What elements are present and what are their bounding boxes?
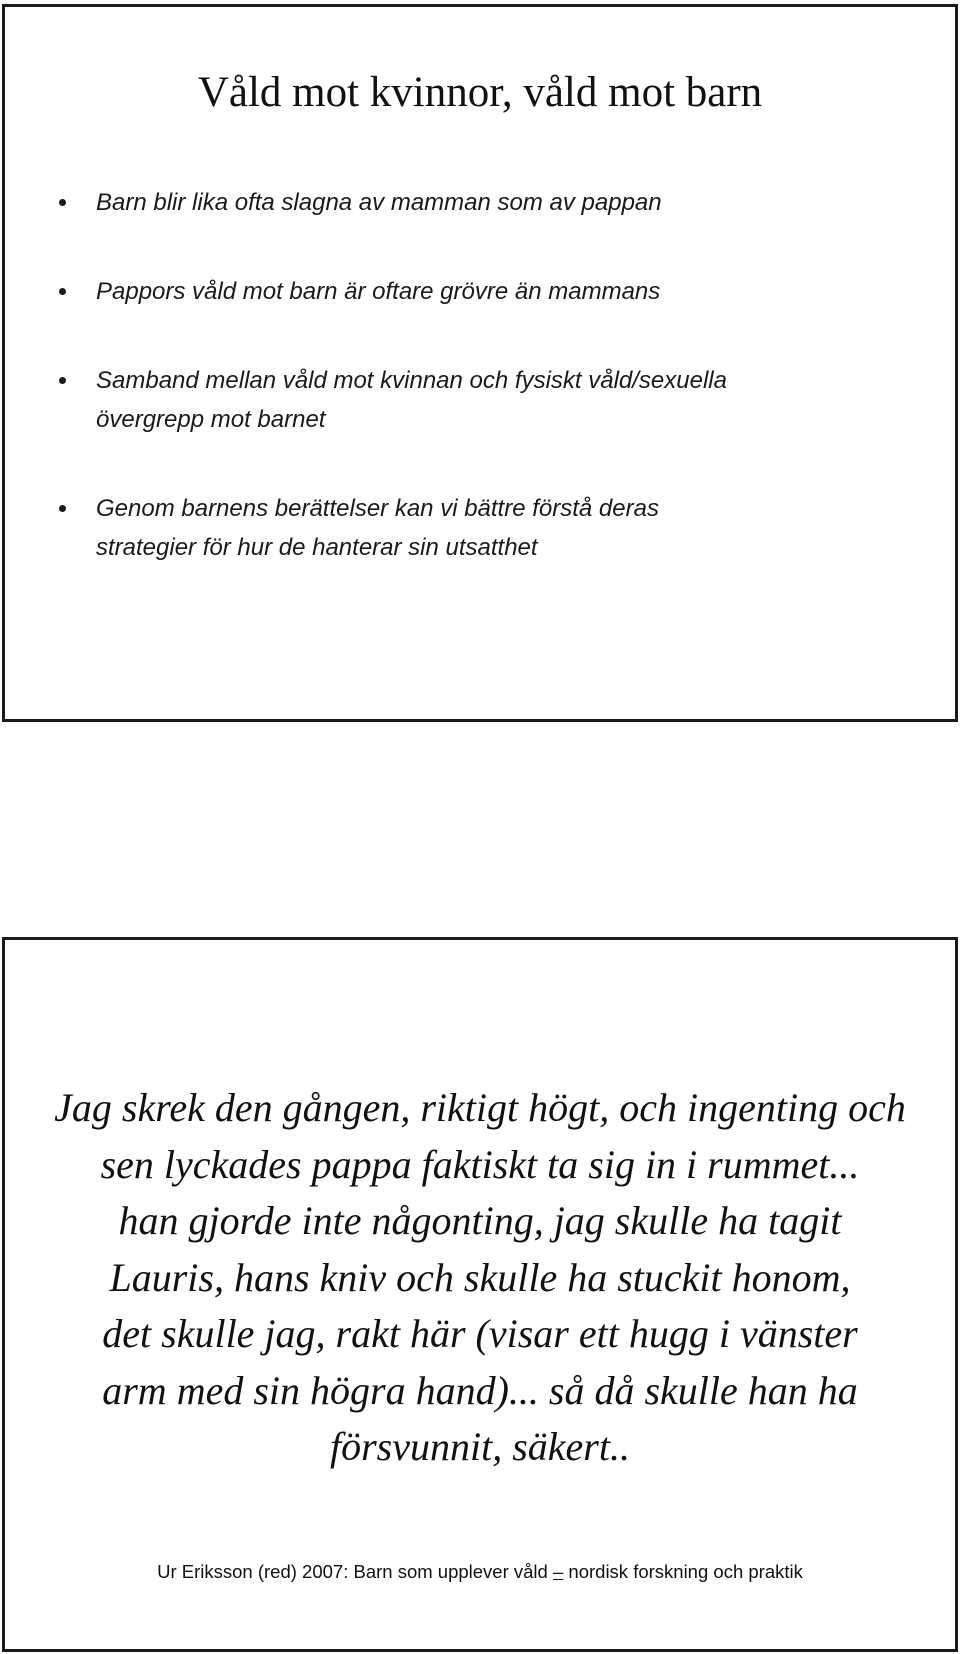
source-citation-text: Ur Eriksson (red) 2007: Barn som upplever våld (157, 1561, 553, 1582)
quote-line: försvunnit, säkert.. (330, 1424, 630, 1469)
bullet-text: Samband mellan våld mot kvinnan och fysiskt våld/sexuella (96, 367, 727, 394)
bullet-text: Barn blir lika ofta slagna av mamman som av pappan (96, 189, 662, 216)
bullet-icon (59, 199, 66, 206)
bullet-icon (59, 377, 66, 384)
source-citation (5, 1561, 955, 1583)
bullet-item (59, 489, 919, 567)
bullet-item (59, 183, 919, 222)
slide-2 (2, 937, 958, 1652)
bullet-icon (59, 288, 66, 295)
bullet-text-continued: övergrepp mot barnet (96, 406, 326, 433)
quote-line: arm med sin högra hand)... så då skulle han ha (102, 1367, 858, 1413)
quote-block (35, 1080, 925, 1476)
source-citation-dash: – (552, 1561, 564, 1582)
source-citation-text: nordisk forskning och praktik (563, 1561, 803, 1582)
slide-title: Våld mot kvinnor, våld mot barn (197, 69, 763, 116)
quote-line: han gjorde inte någonting, jag skulle ha tagit (118, 1198, 842, 1243)
bullet-item (59, 272, 919, 311)
bullet-text: Genom barnens berättelser kan vi bättre förstå deras (96, 495, 659, 522)
bullet-item (59, 361, 919, 439)
quote-line: det skulle jag, rakt här (visar ett hugg i vänster (102, 1311, 858, 1356)
bullet-text: Pappors våld mot barn är oftare grövre än mammans (96, 278, 661, 305)
bullet-icon (59, 505, 66, 512)
quote-line: Jag skrek den gången, riktigt högt, och ingenting och (54, 1085, 906, 1130)
bullet-text-continued: strategier för hur de hanterar sin utsatthet (96, 534, 538, 561)
bullet-list (59, 183, 919, 617)
quote-line: Lauris, hans kniv och skulle ha stuckit honom, (109, 1254, 851, 1300)
quote-line: sen lyckades pappa faktiskt ta sig in i rummet... (100, 1141, 860, 1187)
slide-1 (2, 4, 958, 722)
